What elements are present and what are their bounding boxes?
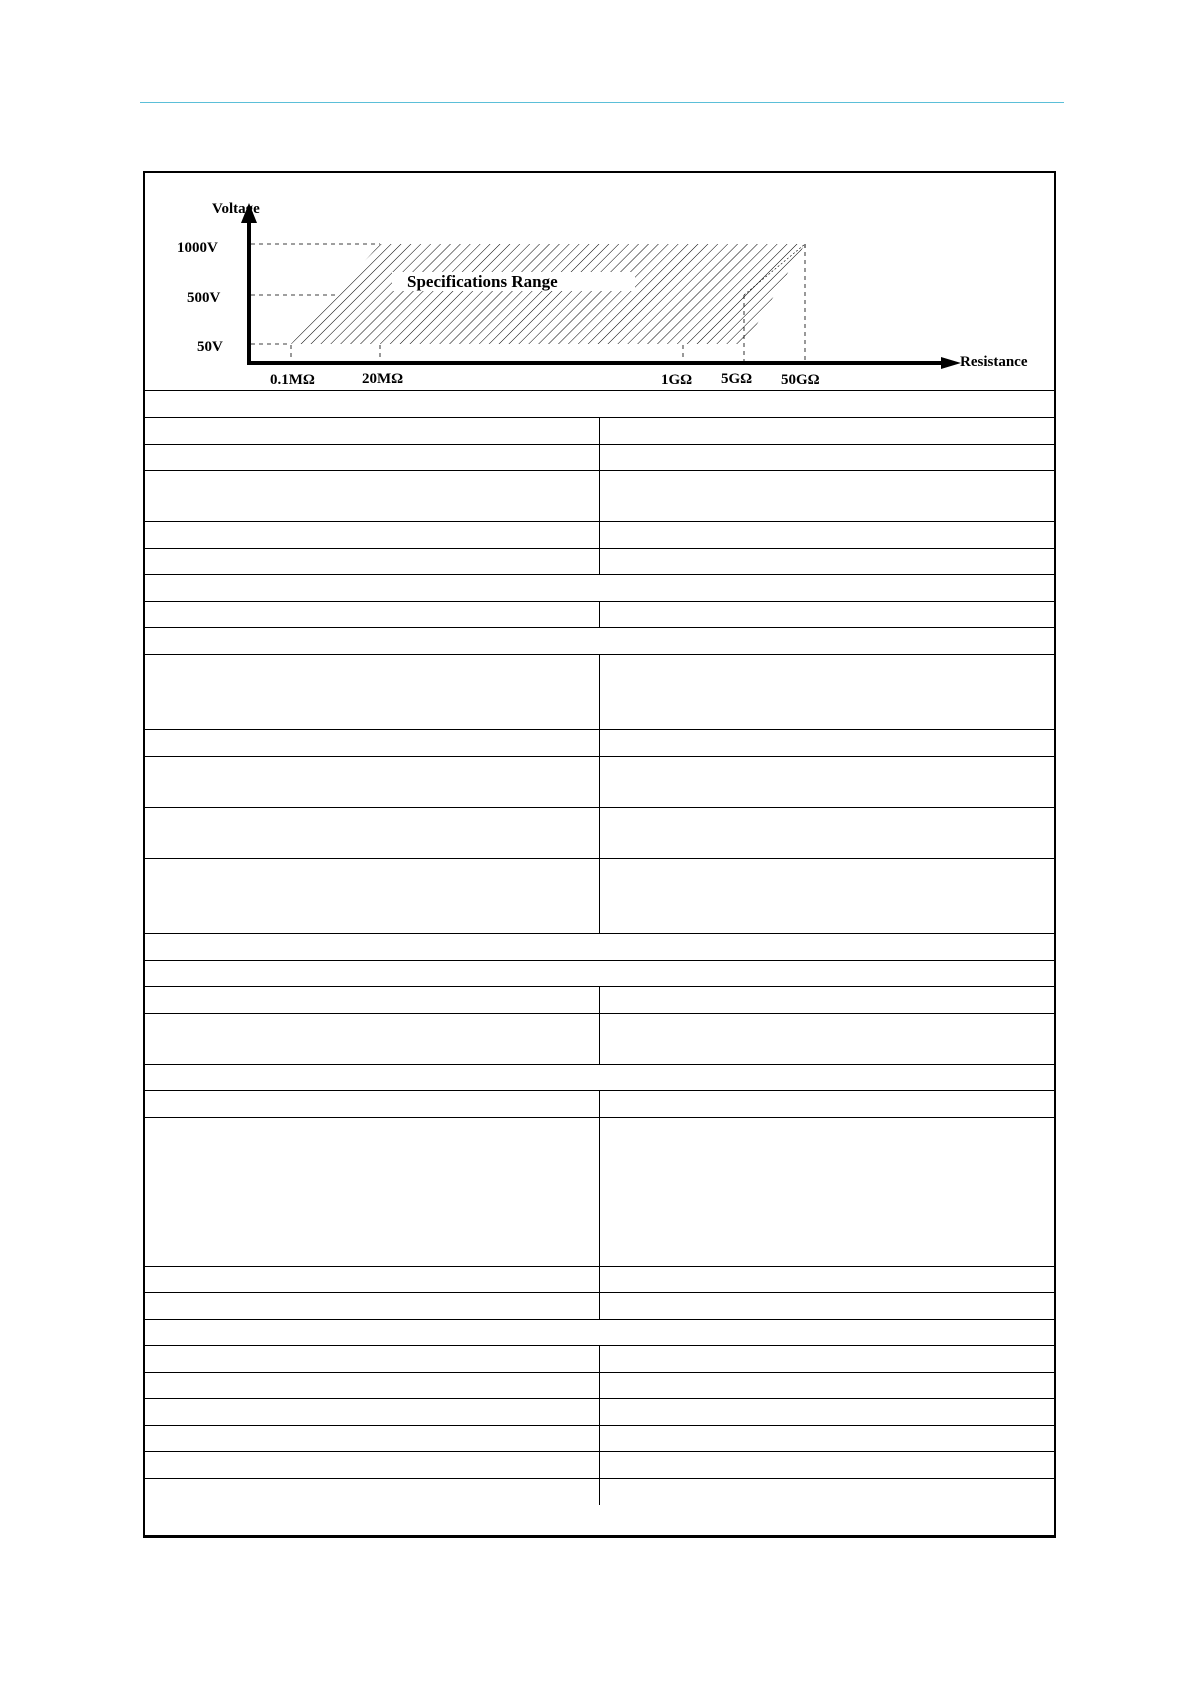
label-cell: [145, 1478, 600, 1505]
y-axis-label: Voltage: [212, 201, 260, 217]
value-cell: [600, 1117, 1055, 1266]
section-cell: [145, 960, 1054, 987]
table-row: [145, 1293, 1054, 1320]
table-row: [145, 471, 1054, 522]
label-cell: [145, 548, 600, 575]
value-cell: [600, 807, 1055, 858]
x-tick-20m: 20MΩ: [362, 371, 404, 387]
table-row: [145, 1425, 1054, 1452]
value-cell: [600, 654, 1055, 730]
specifications-range-region: [291, 244, 805, 344]
table-row: [145, 654, 1054, 730]
table-row: [145, 444, 1054, 471]
value-cell: [600, 1372, 1055, 1399]
label-cell: [145, 522, 600, 549]
specifications-table-body: [145, 391, 1054, 1505]
section-cell: [145, 575, 1054, 602]
label-cell: [145, 654, 600, 730]
label-cell: [145, 858, 600, 934]
value-cell: [600, 1091, 1055, 1118]
table-row: [145, 418, 1054, 445]
section-cell: [145, 1064, 1054, 1091]
table-row: [145, 1452, 1054, 1479]
table-row: [145, 1346, 1054, 1373]
table-section-row: [145, 1319, 1054, 1346]
section-cell: [145, 628, 1054, 655]
label-cell: [145, 601, 600, 628]
table-row: [145, 807, 1054, 858]
value-cell: [600, 444, 1055, 471]
x-tick-50g: 50GΩ: [781, 372, 820, 388]
value-cell: [600, 1346, 1055, 1373]
table-row: [145, 522, 1054, 549]
table-row: [145, 1399, 1054, 1426]
x-axis-label: Resistance: [960, 354, 1028, 370]
table-section-row: [145, 575, 1054, 602]
label-cell: [145, 471, 600, 522]
value-cell: [600, 1266, 1055, 1293]
table-section-row: [145, 1064, 1054, 1091]
section-cell: [145, 934, 1054, 961]
region-label: Specifications Range: [407, 272, 558, 291]
label-cell: [145, 1091, 600, 1118]
specifications-table: [145, 391, 1054, 1505]
table-section-row: [145, 934, 1054, 961]
label-cell: [145, 1452, 600, 1479]
label-cell: [145, 987, 600, 1014]
label-cell: [145, 1266, 600, 1293]
table-row: [145, 1372, 1054, 1399]
range-chart: [145, 173, 1054, 391]
label-cell: [145, 1013, 600, 1064]
table-row: [145, 1091, 1054, 1118]
section-cell: [145, 1319, 1054, 1346]
value-cell: [600, 858, 1055, 934]
value-cell: [600, 1293, 1055, 1320]
label-cell: [145, 1117, 600, 1266]
x-tick-5g: 5GΩ: [721, 371, 753, 387]
value-cell: [600, 522, 1055, 549]
table-row: [145, 1478, 1054, 1505]
label-cell: [145, 1346, 600, 1373]
label-cell: [145, 730, 600, 757]
label-cell: [145, 418, 600, 445]
y-tick-500v: 500V: [187, 290, 221, 306]
y-tick-50v: 50V: [197, 339, 223, 355]
value-cell: [600, 1013, 1055, 1064]
header-rule: [140, 102, 1064, 103]
value-cell: [600, 471, 1055, 522]
label-cell: [145, 1293, 600, 1320]
label-cell: [145, 1425, 600, 1452]
x-tick-1g: 1GΩ: [661, 372, 693, 388]
label-cell: [145, 1399, 600, 1426]
y-tick-1000v: 1000V: [177, 240, 218, 256]
value-cell: [600, 1452, 1055, 1479]
value-cell: [600, 756, 1055, 807]
label-cell: [145, 756, 600, 807]
value-cell: [600, 601, 1055, 628]
table-section-row: [145, 391, 1054, 418]
x-axis-arrow: [941, 357, 961, 369]
table-section-row: [145, 960, 1054, 987]
table-row: [145, 601, 1054, 628]
specifications-frame: [143, 171, 1056, 1538]
value-cell: [600, 1478, 1055, 1505]
label-cell: [145, 1372, 600, 1399]
value-cell: [600, 548, 1055, 575]
table-row: [145, 756, 1054, 807]
table-row: [145, 858, 1054, 934]
value-cell: [600, 987, 1055, 1014]
section-cell: [145, 391, 1054, 418]
label-cell: [145, 807, 600, 858]
x-tick-0.1m: 0.1MΩ: [270, 372, 315, 388]
table-row: [145, 1117, 1054, 1266]
value-cell: [600, 730, 1055, 757]
value-cell: [600, 1425, 1055, 1452]
table-section-row: [145, 628, 1054, 655]
label-cell: [145, 444, 600, 471]
value-cell: [600, 1399, 1055, 1426]
table-row: [145, 730, 1054, 757]
specifications-range-diagram: [145, 173, 1054, 391]
table-row: [145, 548, 1054, 575]
table-row: [145, 987, 1054, 1014]
table-row: [145, 1266, 1054, 1293]
table-row: [145, 1013, 1054, 1064]
value-cell: [600, 418, 1055, 445]
